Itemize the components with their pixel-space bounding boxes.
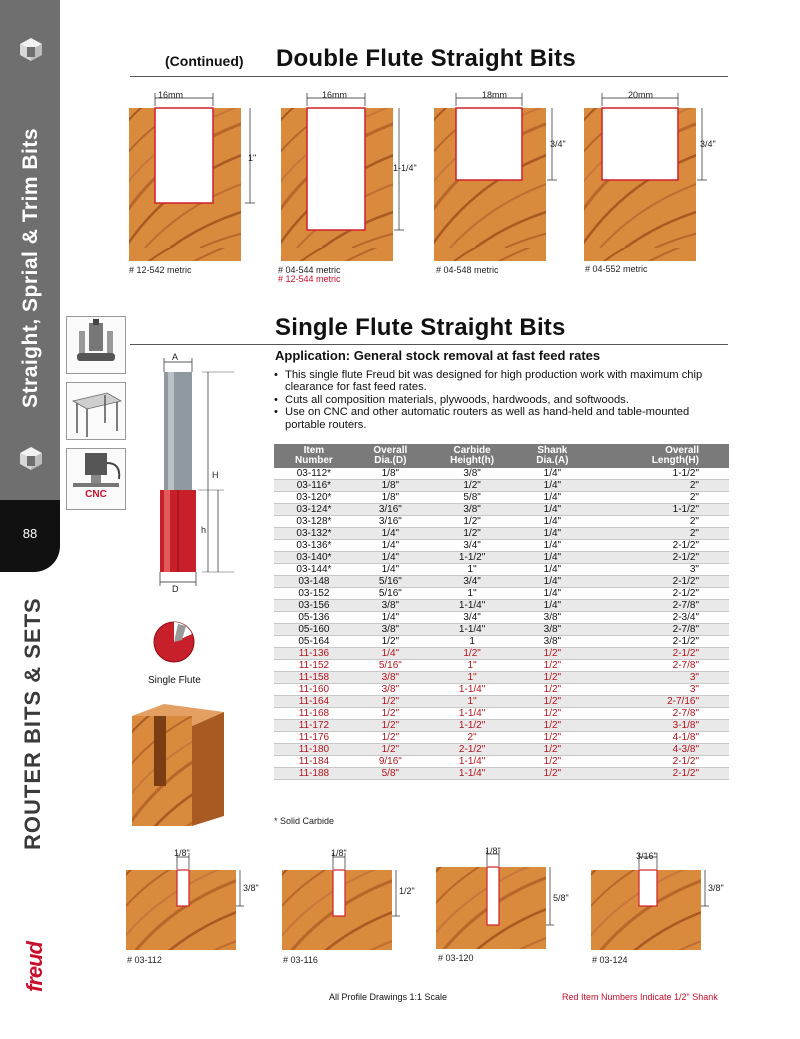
table-row (274, 576, 729, 588)
table-cell-item: 03-124* (274, 504, 354, 516)
profile-drawing (580, 88, 725, 273)
table-cell-dia: 1/2" (354, 744, 427, 756)
table-row (274, 540, 729, 552)
table-cell-length: 2-3/4" (587, 612, 729, 624)
table-cell-shank: 1/2" (517, 660, 587, 672)
table-cell-length: 2-7/8" (587, 708, 729, 720)
table-cell-item: 03-116* (274, 480, 354, 492)
table-cell-length: 2-1/2" (587, 768, 729, 780)
table-cell-length: 2-7/8" (587, 624, 729, 636)
table-cell-dia: 3/8" (354, 684, 427, 696)
table-cell-length: 2" (587, 480, 729, 492)
table-cell-height: 5/8" (427, 492, 517, 504)
table-cell-item: 05-160 (274, 624, 354, 636)
table-cell-shank: 1/4" (517, 504, 587, 516)
sidebar-section-title: Straight, Sprial & Trim Bits (19, 127, 42, 408)
table-row (274, 672, 729, 684)
table-cell-length: 3-1/8" (587, 720, 729, 732)
table-cell-dia: 1/2" (354, 720, 427, 732)
table-cell-item: 05-164 (274, 636, 354, 648)
table-row (274, 600, 729, 612)
table-row (274, 648, 729, 660)
table-cell-height: 3/8" (427, 468, 517, 480)
table-cell-height: 1" (427, 672, 517, 684)
list-item: • Cuts all composition materials, plywoods, hardwoods, and softwoods. (274, 394, 732, 406)
depth-dimension: 3/4" (700, 139, 716, 149)
table-cell-dia: 3/8" (354, 624, 427, 636)
table-row (274, 708, 729, 720)
table-cell-length: 3" (587, 564, 729, 576)
table-cell-dia: 1/8" (354, 492, 427, 504)
table-cell-shank: 3/8" (517, 612, 587, 624)
table-cell-length: 1-1/2" (587, 504, 729, 516)
width-dimension: 1/8" (174, 848, 190, 858)
column-header: Overall Dia.(D) (354, 444, 427, 468)
table-cell-shank: 1/4" (517, 600, 587, 612)
table-row (274, 468, 729, 480)
table-cell-dia: 1/4" (354, 552, 427, 564)
table-cell-length: 1-1/2" (587, 468, 729, 480)
table-cell-length: 2-7/8" (587, 600, 729, 612)
table-row (274, 564, 729, 576)
table-cell-item: 11-158 (274, 672, 354, 684)
table-cell-item: 11-188 (274, 768, 354, 780)
table-cell-shank: 1/4" (517, 516, 587, 528)
list-item: • Use on CNC and other automatic routers as well as hand-held and table-mounted portable routers. (274, 406, 732, 431)
table-row (274, 492, 729, 504)
table-cell-shank: 1/2" (517, 768, 587, 780)
sidebar (0, 0, 60, 1039)
width-dimension: 3/16" (636, 851, 657, 861)
table-cell-shank: 1/2" (517, 696, 587, 708)
width-dimension: 16mm (158, 90, 184, 100)
list-item: • This single flute Freud bit was designed for high production work with maximum chip clearance for fast feed rates. (274, 369, 732, 394)
table-cell-shank: 1/2" (517, 708, 587, 720)
depth-dimension: 5/8" (553, 893, 569, 903)
width-dimension: 16mm (322, 90, 348, 100)
table-cell-item: 03-136* (274, 540, 354, 552)
table-cell-height: 1" (427, 660, 517, 672)
table-cell-item: 11-172 (274, 720, 354, 732)
profile-label: # 03-116 (283, 955, 318, 965)
table-cell-item: 11-164 (274, 696, 354, 708)
column-header: Carbide Height(h) (427, 444, 517, 468)
depth-dimension: 3/8" (243, 883, 259, 893)
table-cell-height: 1" (427, 588, 517, 600)
bit-diagram (148, 350, 238, 600)
table-row (274, 732, 729, 744)
single-flute-caption: Single Flute (148, 675, 201, 686)
table-cell-height: 1-1/4" (427, 684, 517, 696)
depth-dimension: 1-1/4" (393, 163, 417, 173)
table-cell-item: 03-144* (274, 564, 354, 576)
table-row (274, 756, 729, 768)
feature-list (274, 369, 732, 431)
table-cell-height: 1" (427, 564, 517, 576)
divider (130, 344, 728, 345)
table-cell-dia: 3/8" (354, 672, 427, 684)
profile-label: # 03-112 (127, 955, 162, 965)
scale-note: All Profile Drawings 1:1 Scale (329, 992, 448, 1002)
table-cell-height: 1" (427, 696, 517, 708)
table-row (274, 528, 729, 540)
table-cell-dia: 1/2" (354, 696, 427, 708)
table-row (274, 480, 729, 492)
plunge-router-icon (66, 316, 126, 374)
table-cell-length: 2-7/16" (587, 696, 729, 708)
width-dimension: 18mm (482, 90, 508, 100)
table-cell-length: 2-1/2" (587, 648, 729, 660)
table-cell-item: 11-168 (274, 708, 354, 720)
single-flute-section-icon (152, 620, 196, 664)
table-cell-dia: 5/16" (354, 576, 427, 588)
profile-drawing (585, 845, 735, 955)
table-cell-length: 2-1/2" (587, 552, 729, 564)
table-cell-shank: 1/2" (517, 684, 587, 696)
table-cell-item: 03-112* (274, 468, 354, 480)
page-number: 88 (22, 526, 38, 541)
table-cell-height: 3/4" (427, 576, 517, 588)
continued-label: (Continued) (165, 53, 244, 69)
bit-brand-label: freud (151, 400, 160, 420)
table-cell-item: 11-180 (274, 744, 354, 756)
table-cell-shank: 1/2" (517, 720, 587, 732)
table-row (274, 516, 729, 528)
table-footnote: * Solid Carbide (274, 816, 335, 826)
category-title: ROUTER BITS & SETS (20, 597, 45, 850)
depth-dimension: 3/8" (708, 883, 724, 893)
table-cell-height: 1-1/2" (427, 720, 517, 732)
table-cell-shank: 1/4" (517, 528, 587, 540)
single-flute-title: Single Flute Straight Bits (275, 314, 566, 341)
table-cell-height: 1/2" (427, 480, 517, 492)
table-cell-length: 2" (587, 492, 729, 504)
table-row (274, 552, 729, 564)
table-cell-shank: 1/4" (517, 480, 587, 492)
table-cell-dia: 1/8" (354, 480, 427, 492)
divider (130, 76, 728, 77)
profile-label: # 03-120 (438, 953, 474, 963)
cnc-machine-icon (66, 448, 126, 510)
width-dimension: 1/8" (485, 846, 501, 856)
column-header: Item Number (274, 444, 354, 468)
profile-drawing (276, 845, 426, 955)
profile-drawing (277, 88, 422, 273)
table-cell-dia: 5/16" (354, 588, 427, 600)
table-cell-height: 3/8" (427, 504, 517, 516)
table-cell-item: 03-156 (274, 600, 354, 612)
application-line: Application: General stock removal at fast feed rates (275, 348, 601, 363)
table-cell-height: 1-1/4" (427, 708, 517, 720)
table-row (274, 744, 729, 756)
profile-label: # 03-124 (592, 955, 628, 965)
table-cell-length: 3" (587, 672, 729, 684)
profile-drawing (120, 845, 270, 955)
table-cell-height: 3/4" (427, 612, 517, 624)
profile-drawing (430, 88, 575, 273)
table-cell-shank: 1/4" (517, 492, 587, 504)
overall-diameter-label: D (172, 584, 179, 594)
table-cell-dia: 1/4" (354, 564, 427, 576)
table-cell-shank: 1/4" (517, 588, 587, 600)
table-cell-item: 03-132* (274, 528, 354, 540)
table-row (274, 636, 729, 648)
table-cell-item: 03-128* (274, 516, 354, 528)
table-cell-height: 3/4" (427, 540, 517, 552)
table-cell-dia: 3/16" (354, 504, 427, 516)
table-cell-length: 2" (587, 528, 729, 540)
cnc-label: CNC (85, 489, 107, 500)
table-cell-shank: 1/2" (517, 744, 587, 756)
depth-dimension: 1/2" (399, 886, 415, 896)
table-cell-dia: 1/4" (354, 528, 427, 540)
shank-diameter-label: A (172, 352, 179, 362)
table-row (274, 624, 729, 636)
table-cell-item: 03-120* (274, 492, 354, 504)
table-cell-length: 2" (587, 516, 729, 528)
table-cell-dia: 9/16" (354, 756, 427, 768)
table-cell-dia: 3/16" (354, 516, 427, 528)
cube-icon (18, 445, 44, 471)
table-cell-shank: 1/4" (517, 468, 587, 480)
table-cell-item: 03-152 (274, 588, 354, 600)
table-cell-shank: 1/2" (517, 672, 587, 684)
table-cell-height: 1 (427, 636, 517, 648)
profile-label: # 04-548 metric (436, 265, 499, 275)
table-cell-shank: 3/8" (517, 636, 587, 648)
specs-table (274, 444, 729, 780)
profile-label: # 04-552 metric (585, 264, 648, 274)
table-cell-dia: 1/4" (354, 540, 427, 552)
router-table-icon (66, 382, 126, 440)
table-cell-shank: 1/2" (517, 648, 587, 660)
table-cell-dia: 1/4" (354, 612, 427, 624)
depth-dimension: 1" (248, 153, 257, 163)
table-cell-height: 1/2" (427, 516, 517, 528)
profile-label: # 04-544 metric (278, 265, 341, 275)
table-cell-dia: 1/2" (354, 636, 427, 648)
cube-icon (18, 36, 44, 62)
table-cell-height: 1-1/4" (427, 768, 517, 780)
table-row (274, 720, 729, 732)
table-row (274, 504, 729, 516)
table-cell-length: 2-1/2" (587, 576, 729, 588)
table-cell-shank: 1/4" (517, 576, 587, 588)
table-cell-height: 1-1/4" (427, 756, 517, 768)
carbide-height-label: h (201, 525, 207, 535)
table-cell-dia: 1/8" (354, 468, 427, 480)
table-cell-height: 1-1/4" (427, 600, 517, 612)
table-cell-length: 4-1/8" (587, 732, 729, 744)
profile-label-half-inch: # 12-544 metric (278, 274, 341, 284)
table-cell-item: 11-176 (274, 732, 354, 744)
grooved-block-illustration (128, 700, 228, 830)
column-header: Shank Dia.(A) (517, 444, 587, 468)
table-cell-length: 2-1/2" (587, 636, 729, 648)
table-cell-dia: 3/8" (354, 600, 427, 612)
table-row (274, 612, 729, 624)
table-cell-shank: 1/4" (517, 552, 587, 564)
table-row (274, 768, 729, 780)
profile-drawing (125, 88, 260, 273)
red-item-note: Red Item Numbers Indicate 1/2" Shank (562, 992, 718, 1002)
table-cell-dia: 1/4" (354, 648, 427, 660)
table-cell-item: 11-152 (274, 660, 354, 672)
table-cell-dia: 5/16" (354, 660, 427, 672)
profile-label: # 12-542 metric (129, 265, 192, 275)
table-cell-shank: 1/2" (517, 732, 587, 744)
table-cell-height: 1/2" (427, 528, 517, 540)
table-cell-dia: 1/2" (354, 732, 427, 744)
table-cell-item: 11-136 (274, 648, 354, 660)
table-cell-item: 11-160 (274, 684, 354, 696)
table-cell-length: 3" (587, 684, 729, 696)
table-cell-length: 2-1/2" (587, 588, 729, 600)
table-cell-shank: 1/4" (517, 540, 587, 552)
table-cell-item: 11-184 (274, 756, 354, 768)
table-cell-length: 4-3/8" (587, 744, 729, 756)
table-cell-shank: 3/8" (517, 624, 587, 636)
table-cell-item: 03-140* (274, 552, 354, 564)
table-cell-dia: 1/2" (354, 708, 427, 720)
width-dimension: 20mm (628, 90, 654, 100)
table-cell-item: 03-148 (274, 576, 354, 588)
table-cell-height: 1/2" (427, 648, 517, 660)
freud-logo: freud (22, 942, 47, 992)
table-cell-length: 2-1/2" (587, 540, 729, 552)
column-header: Overall Length(H) (587, 444, 729, 468)
table-cell-shank: 1/2" (517, 756, 587, 768)
table-cell-dia: 5/8" (354, 768, 427, 780)
table-cell-height: 2" (427, 732, 517, 744)
table-cell-shank: 1/4" (517, 564, 587, 576)
table-cell-length: 2-1/2" (587, 756, 729, 768)
overall-length-label: H (212, 470, 219, 480)
width-dimension: 1/8" (331, 848, 347, 858)
table-cell-height: 1-1/4" (427, 624, 517, 636)
table-cell-height: 1-1/2" (427, 552, 517, 564)
table-row (274, 660, 729, 672)
table-row (274, 696, 729, 708)
table-row (274, 588, 729, 600)
table-cell-item: 05-136 (274, 612, 354, 624)
double-flute-title: Double Flute Straight Bits (276, 45, 576, 72)
depth-dimension: 3/4" (550, 139, 566, 149)
table-cell-height: 2-1/2" (427, 744, 517, 756)
table-row (274, 684, 729, 696)
table-cell-length: 2-7/8" (587, 660, 729, 672)
table-header-row (274, 444, 729, 468)
